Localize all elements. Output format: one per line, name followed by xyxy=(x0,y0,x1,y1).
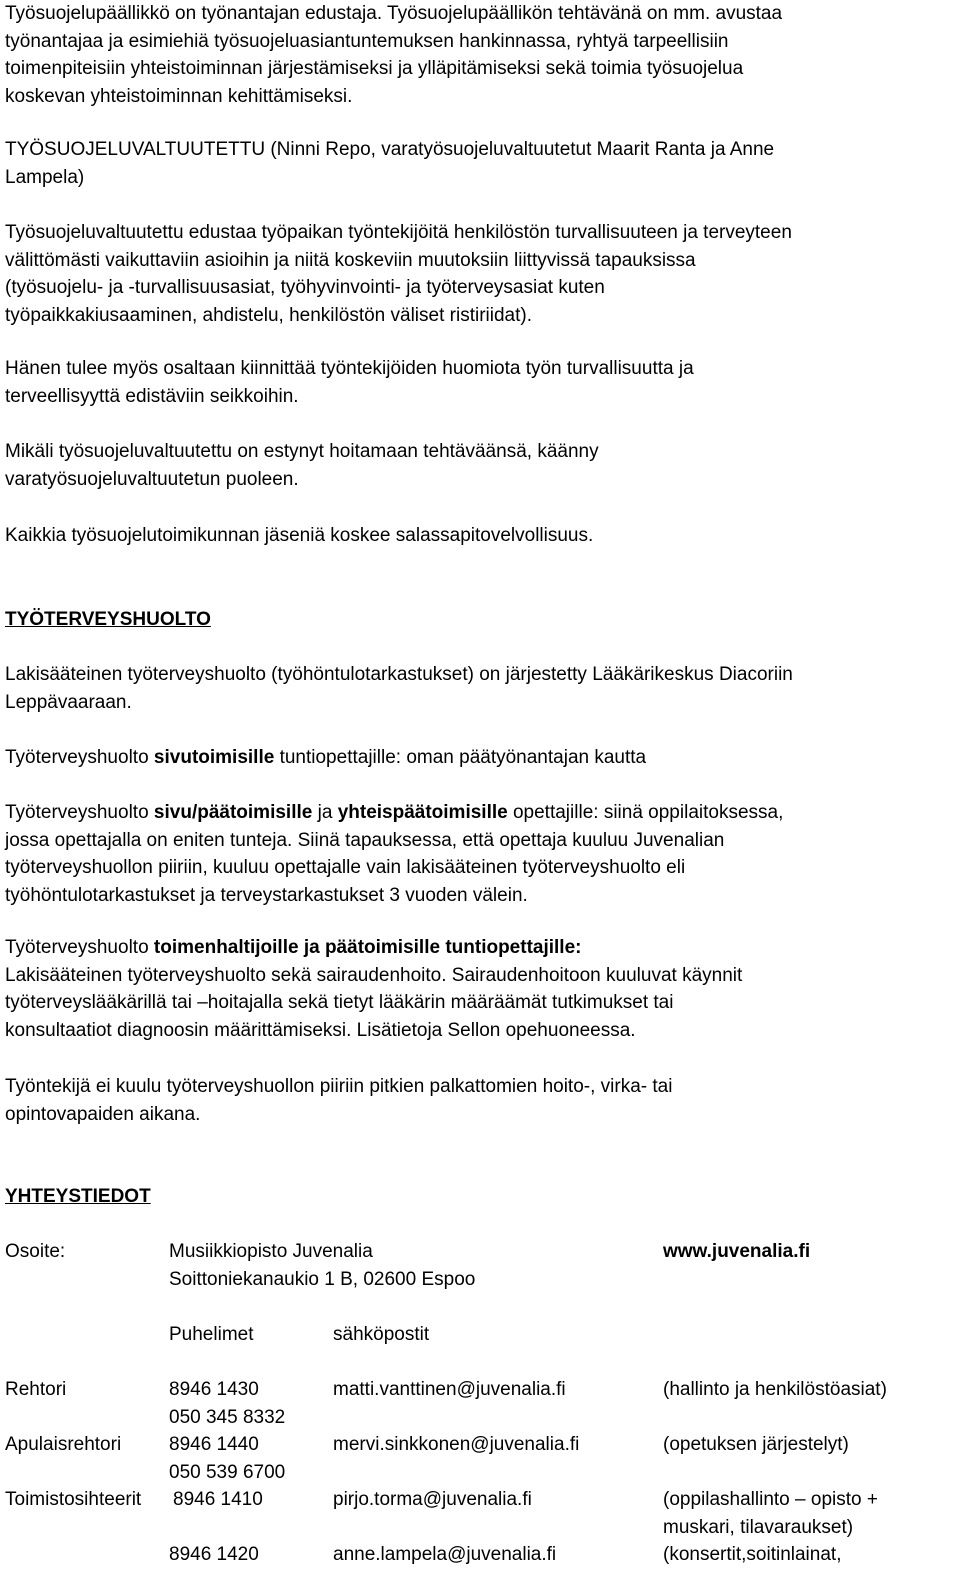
text-line: Työntekijä ei kuulu työterveyshuollon piiriin pitkien palkattomien hoito-, virka- tai xyxy=(5,1076,673,1097)
valtuutettu-paragraph-4 xyxy=(5,522,955,550)
heading-line: TYÖSUOJELUVALTUUTETTU (Ninni Repo, varatyösuojeluvaltuutetut Maarit Ranta ja Anne xyxy=(5,139,775,160)
contact-phone: 8946 1430 xyxy=(169,1379,259,1400)
contact-email[interactable]: anne.lampela@juvenalia.fi xyxy=(333,1544,557,1565)
address-label: Osoite: xyxy=(5,1241,66,1262)
text-run: Työterveyshuolto xyxy=(5,747,154,768)
text-line: Leppävaaraan. xyxy=(5,691,132,713)
intro-paragraph xyxy=(5,0,955,110)
bold-text: sivu/päätoimisille xyxy=(153,802,313,823)
intro-line: toimenpiteisiin yhteistoiminnan järjestämiseksi ja ylläpitämiseksi sekä toimia työsuojelua xyxy=(5,58,744,79)
tyoterveys-paragraph-2 xyxy=(5,744,955,772)
emails-column-header: sähköpostit xyxy=(333,1324,430,1345)
text-line: jossa opettajalla on eniten tunteja. Siinä tapauksessa, että opettaja kuuluu Juvenalian xyxy=(5,829,725,851)
text-line: välittömästi vaikuttaviin asioihin ja niitä koskeviin muutoksiin liittyvissä tapauksissa xyxy=(5,249,696,271)
heading-line: Lampela) xyxy=(5,166,85,188)
intro-line: työnantajaa ja esimiehiä työsuojeluasiantuntemuksen hankinnassa, ryhtyä tarpeellisiin xyxy=(5,30,729,52)
tyoterveys-paragraph-3 xyxy=(5,799,955,909)
address-row-2 xyxy=(5,1266,955,1294)
text-line: Hänen tulee myös osaltaan kiinnittää työntekijöiden huomiota työn turvallisuutta ja xyxy=(5,358,694,379)
text-run: Työterveyshuolto xyxy=(5,802,154,823)
address-row xyxy=(5,1238,955,1266)
text-line: Työsuojeluvaltuutettu edustaa työpaikan työntekijöitä henkilöstön turvallisuuteen ja terveyteen xyxy=(5,222,792,243)
intro-line: Työsuojelupäällikkö on työnantajan edustaja. Työsuojelupäällikön tehtävänä on mm. avustaa xyxy=(5,3,783,24)
bold-text: toimenhaltijoille ja päätoimisille tuntiopettajille: xyxy=(153,937,582,958)
text-line: konsultaatiot diagnoosin määrittämiseksi. Lisätietoja Sellon opehuoneessa. xyxy=(5,1019,636,1041)
contacts-column-headers xyxy=(5,1321,955,1349)
contact-email[interactable]: matti.vanttinen@juvenalia.fi xyxy=(333,1379,566,1400)
contact-email[interactable]: pirjo.torma@juvenalia.fi xyxy=(333,1489,532,1510)
text-line: varatyösuojeluvaltuutetun puoleen. xyxy=(5,468,299,490)
text-line: Lakisääteinen työterveyshuolto (työhöntulotarkastukset) on järjestetty Lääkärikeskus Diacoriin xyxy=(5,664,793,685)
text-line: työterveyshuollon piiriin, kuuluu opettajalle vain lakisääteinen työterveyshuolto eli xyxy=(5,857,686,878)
text-line: työterveyslääkärillä tai –hoitajalla sekä tietyt lääkärin määräämät tutkimukset tai xyxy=(5,992,674,1013)
contact-row xyxy=(5,1541,955,1569)
valtuutettu-heading xyxy=(5,136,955,191)
website-link[interactable]: www.juvenalia.fi xyxy=(663,1241,811,1262)
contact-mobile: 050 345 8332 xyxy=(169,1407,286,1428)
text-line xyxy=(5,934,955,962)
contact-duty: (hallinto ja henkilöstöasiat) xyxy=(663,1379,887,1400)
document-page xyxy=(5,0,955,1587)
contact-row xyxy=(5,1376,955,1404)
phones-column-header: Puhelimet xyxy=(169,1324,254,1345)
valtuutettu-paragraph-1 xyxy=(5,219,955,329)
text-line: Kaikkia työsuojelutoimikunnan jäseniä koskee salassapitovelvollisuus. xyxy=(5,525,594,546)
contact-phone: 8946 1440 xyxy=(169,1434,259,1455)
text-run: ja xyxy=(312,802,338,823)
contact-row xyxy=(5,1431,955,1459)
tyoterveys-paragraph-5 xyxy=(5,1073,955,1128)
text-line: Mikäli työsuojeluvaltuutettu on estynyt hoitamaan tehtäväänsä, käänny xyxy=(5,441,599,462)
contact-role: Apulaisrehtori xyxy=(5,1434,122,1455)
contact-mobile: 050 539 6700 xyxy=(169,1462,286,1483)
contacts-heading: YHTEYSTIEDOT xyxy=(5,1186,151,1207)
text-line: työpaikkakiusaaminen, ahdistelu, henkilöstön väliset ristiriidat). xyxy=(5,304,532,326)
contact-phone: 8946 1410 xyxy=(173,1489,263,1510)
text-line: terveellisyyttä edistäviin seikkoihin. xyxy=(5,385,299,407)
contact-row-continued xyxy=(5,1459,955,1487)
contact-row-continued xyxy=(5,1404,955,1432)
text-run: Työterveyshuolto xyxy=(5,937,154,958)
text-line: (työsuojelu- ja -turvallisuusasiat, työhyvinvointi- ja työterveysasiat kuten xyxy=(5,277,605,298)
contact-role: Toimistosihteerit xyxy=(5,1489,142,1510)
contact-duty: (konsertit,soitinlainat, xyxy=(663,1544,842,1565)
contact-phone: 8946 1420 xyxy=(169,1544,259,1565)
contact-email[interactable]: mervi.sinkkonen@juvenalia.fi xyxy=(333,1434,580,1455)
contact-row xyxy=(5,1486,955,1514)
text-line: Lakisääteinen työterveyshuolto sekä sairaudenhoito. Sairaudenhoitoon kuuluvat käynnit xyxy=(5,964,743,986)
contact-duty: (opetuksen järjestelyt) xyxy=(663,1434,849,1455)
contact-role: Rehtori xyxy=(5,1379,67,1400)
text-line xyxy=(5,799,955,827)
tyoterveys-paragraph-4 xyxy=(5,934,955,1044)
contact-duty: (oppilashallinto – opisto + xyxy=(663,1489,878,1510)
valtuutettu-paragraph-2 xyxy=(5,355,955,410)
contact-duty: muskari, tilavaraukset) xyxy=(663,1517,854,1538)
text-run: tuntiopettajille: oman päätyönantajan kautta xyxy=(274,747,647,768)
tyoterveys-heading: TYÖTERVEYSHUOLTO xyxy=(5,609,211,630)
valtuutettu-paragraph-3 xyxy=(5,438,955,493)
text-line: työhöntulotarkastukset ja terveystarkastukset 3 vuoden välein. xyxy=(5,884,528,906)
text-line: opintovapaiden aikana. xyxy=(5,1103,201,1125)
address-line: Musiikkiopisto Juvenalia xyxy=(169,1241,373,1262)
contact-row-continued xyxy=(5,1514,955,1542)
intro-line: koskevan yhteistoiminnan kehittämiseksi. xyxy=(5,85,353,107)
bold-text: sivutoimisille xyxy=(153,747,275,768)
tyoterveys-paragraph-1 xyxy=(5,661,955,716)
bold-text: yhteispäätoimisille xyxy=(337,802,508,823)
text-run: opettajille: siinä oppilaitoksessa, xyxy=(507,802,784,823)
address-line: Soittoniekanaukio 1 B, 02600 Espoo xyxy=(169,1269,476,1290)
